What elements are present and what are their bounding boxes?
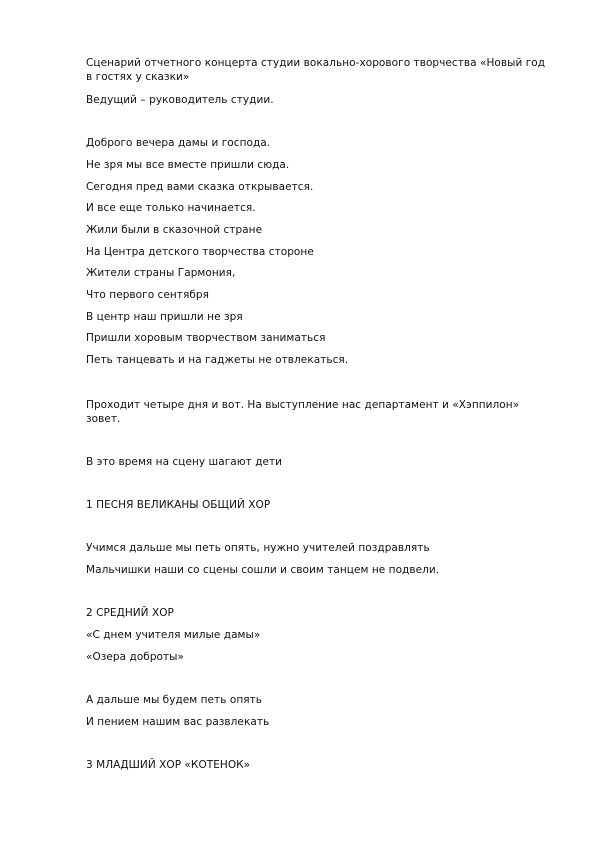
verse-line: Пришли хоровым творчеством заниматься	[86, 332, 326, 344]
verse-line: И пением нашим вас развлекать	[86, 716, 270, 728]
paragraph-days: Проходит четыре дня и вот. На выступление нас департамент и «Хэппилон» зовет.	[86, 399, 520, 425]
verse-line: Учимся дальше мы петь опять, нужно учителей поздравлять	[86, 542, 430, 554]
verse-line: Сегодня пред вами сказка открывается.	[86, 181, 314, 193]
verse-line: Мальчишки наши со сцены сошли и своим танцем не подвели.	[86, 564, 440, 576]
song-title: «Озера доброты»	[86, 651, 184, 663]
verse-line: На Центра детского творчества стороне	[86, 246, 314, 258]
song-heading-2: 2 СРЕДНИЙ ХОР	[86, 607, 174, 619]
document-title: Сценарий отчетного концерта студии вокально-хорового творчества «Новый год в гостях у сказки»	[86, 57, 546, 83]
verse-line: Жители страны Гармония,	[86, 267, 236, 279]
paragraph-kids: В это время на сцену шагают дети	[86, 456, 283, 468]
verse-line: Петь танцевать и на гаджеты не отвлекаться.	[86, 354, 349, 366]
verse-line: И все еще только начинается.	[86, 202, 256, 214]
verse-line: Доброго вечера дамы и господа.	[86, 137, 271, 149]
verse-line: А дальше мы будем петь опять	[86, 694, 263, 706]
song-heading-3: 3 МЛАДШИЙ ХОР «КОТЕНОК»	[86, 759, 251, 771]
song-title: «С днем учителя милые дамы»	[86, 629, 261, 641]
host-line: Ведущий – руководитель студии.	[86, 94, 274, 106]
verse-line: Не зря мы все вместе пришли сюда.	[86, 159, 290, 171]
verse-line: Жили были в сказочной стране	[86, 224, 263, 236]
verse-line: В центр наш пришли не зря	[86, 311, 243, 323]
song-heading-1: 1 ПЕСНЯ ВЕЛИКАНЫ ОБЩИЙ ХОР	[86, 499, 271, 511]
verse-line: Что первого сентября	[86, 289, 209, 301]
